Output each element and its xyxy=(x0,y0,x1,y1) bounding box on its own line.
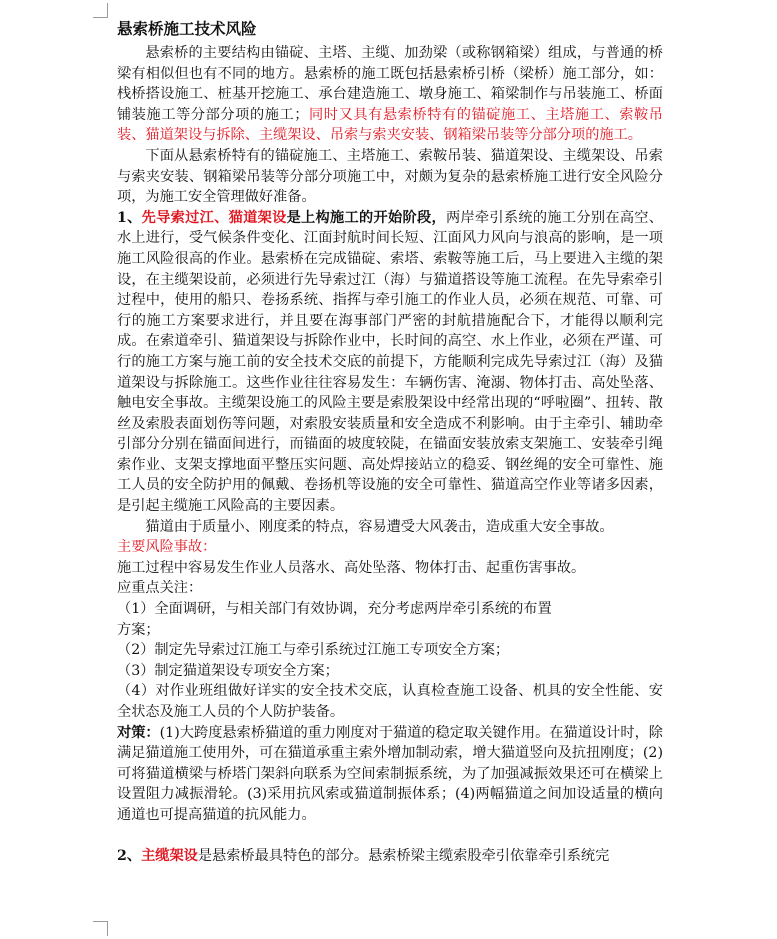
intro-text: 悬索桥的主要结构由锚碇、主塔、主缆、加劲梁（或称钢箱梁）组成，与普通的桥梁有相似但也有不同的地方。悬索桥的施工既包括悬索桥引桥（梁桥）施工部分，如：栈桥搭设施工、桩基开挖施工、承台建造施工、墩身施工、箱梁制作与吊装施工、桥面铺装施工等分部分项的施工； xyxy=(117,45,663,123)
main-risk-text: 施工过程中容易发生作业人员落水、高处坠落、物体打击、起重伤害事故。 xyxy=(117,559,586,576)
overview-paragraph: 下面从悬索桥特有的锚碇施工、主塔施工、索鞍吊装、猫道架设、主缆架设、吊索与索夹安装、钢箱梁吊装等分部分项施工中，对颇为复杂的悬索桥施工进行安全风险分项，为施工安全管理做好准备。 xyxy=(117,147,663,206)
section-1-number: 1、 xyxy=(117,209,142,226)
measures-paragraph xyxy=(117,723,663,826)
section-1-paragraph xyxy=(117,208,663,517)
intro-highlight: 同时又具有悬索桥特有的锚碇施工、主塔施工、索鞍吊装、猫道架设与拆除、主缆架设、吊索与索夹安装、钢箱梁吊装等分部分项的施工。 xyxy=(117,106,663,144)
intro-paragraph xyxy=(117,43,663,146)
section-2-text: 是悬索桥最具特色的部分。悬索桥梁主缆索股牵引依靠牵引系统完 xyxy=(197,847,610,864)
section-2-heading: 主缆架设 xyxy=(141,847,198,864)
catwalk-wind-paragraph: 猫道由于质量小、刚度柔的特点，容易遭受大风袭击，造成重大安全事故。 xyxy=(145,518,614,535)
main-risk-label: 主要风险事故： xyxy=(117,539,217,556)
focus-item-2: （2）制定先导索过江施工与牵引系统过江施工专项安全方案； xyxy=(117,642,510,659)
focus-item-1: （1）全面调研，与相关部门有效协调，充分考虑两岸牵引系统的布置 xyxy=(117,601,552,618)
focus-item-1-continued: 方案； xyxy=(117,621,160,638)
focus-item-4: （4）对作业班组做好详实的安全技术交底，认真检查施工设备、机具的安全性能、安全状态及施工人员的个人防护装备。 xyxy=(117,683,663,720)
page-corner-mark-top xyxy=(93,3,108,18)
focus-item-3: （3）制定猫道架设专项安全方案； xyxy=(117,662,339,679)
section-1-text: 两岸牵引系统的施工分别在高空、水上进行，受气候条件变化、江面封航时间长短、江面风力风向与浪高的影响，是一项施工风险很高的作业。悬索桥在完成锚碇、索塔、索鞍等施工后，马上要进入主缆的架设，在主缆架设前，必须进行先导索过江（海）与猫道搭设等施工流程。在先导索牵引过程中，使用的船只、卷扬系统、指挥与牵引施工的作业人员，必须在规范、可靠、可行的施工方案要求进行，并且要在海事部门严密的封航措施配合下，才能得以顺利完成。在索道牵引、猫道架设与拆除作业中，长时间的高空、水上作业，必须在严谨、可行的施工方案与施工前的安全技术交底的前提下，方能顺利完成先导索过江（海）及猫道架设与拆除施工。这些作业往往容易发生：车辆伤害、淹溺、物体打击、高处坠落、触电安全事故。主缆架设施工的风险主要是索股架设中经常出现的“呼啦圈”、扭转、散丝及索股表面划伤等问题，对索股安装质量和安全造成不利影响。由于主牵引、辅助牵引部分分别在锚面间进行，而锚面的坡度较陡，在锚面安装放索支架施工、安装牵引绳索作业、支架支撑地面平整压实问题、高处焊接站立的稳妥、钢丝绳的安全可靠性、施工人员的安全防护用的佩戴、卷扬机等设施的安全可靠性、猫道高空作业等诸多因素，是引起主缆施工风险高的主要因素。 xyxy=(117,209,663,515)
page-corner-mark-bottom xyxy=(93,921,108,936)
focus-label: 应重点关注： xyxy=(117,580,203,597)
section-2-number: 2、 xyxy=(117,847,142,864)
section-1-heading-rest: 是上构施工的开始阶段， xyxy=(286,209,446,226)
section-1-heading: 先导索过江、猫道架设 xyxy=(141,209,287,226)
measures-text: (1)大跨度悬索桥猫道的重力刚度对于猫道的稳定取关键作用。在猫道设计时，除满足猫道施工使用外，可在猫道承重主索外增加制动索，增大猫道竖向及抗扭刚度；(2)可将猫道横梁与桥塔门架斜向联系为空间索制振系统，为了加强减振效果还可在横梁上设置阻力减振滑轮。(3)采用抗风索或猫道制振体系；(4)两幅猫道之间加设适量的横向通道也可提高猫道的抗风能力。 xyxy=(117,724,663,823)
document-title: 悬索桥施工技术风险 xyxy=(117,19,257,38)
measures-label: 对策： xyxy=(117,724,160,741)
section-2-paragraph xyxy=(117,846,663,867)
paragraph-spacer xyxy=(117,826,663,846)
